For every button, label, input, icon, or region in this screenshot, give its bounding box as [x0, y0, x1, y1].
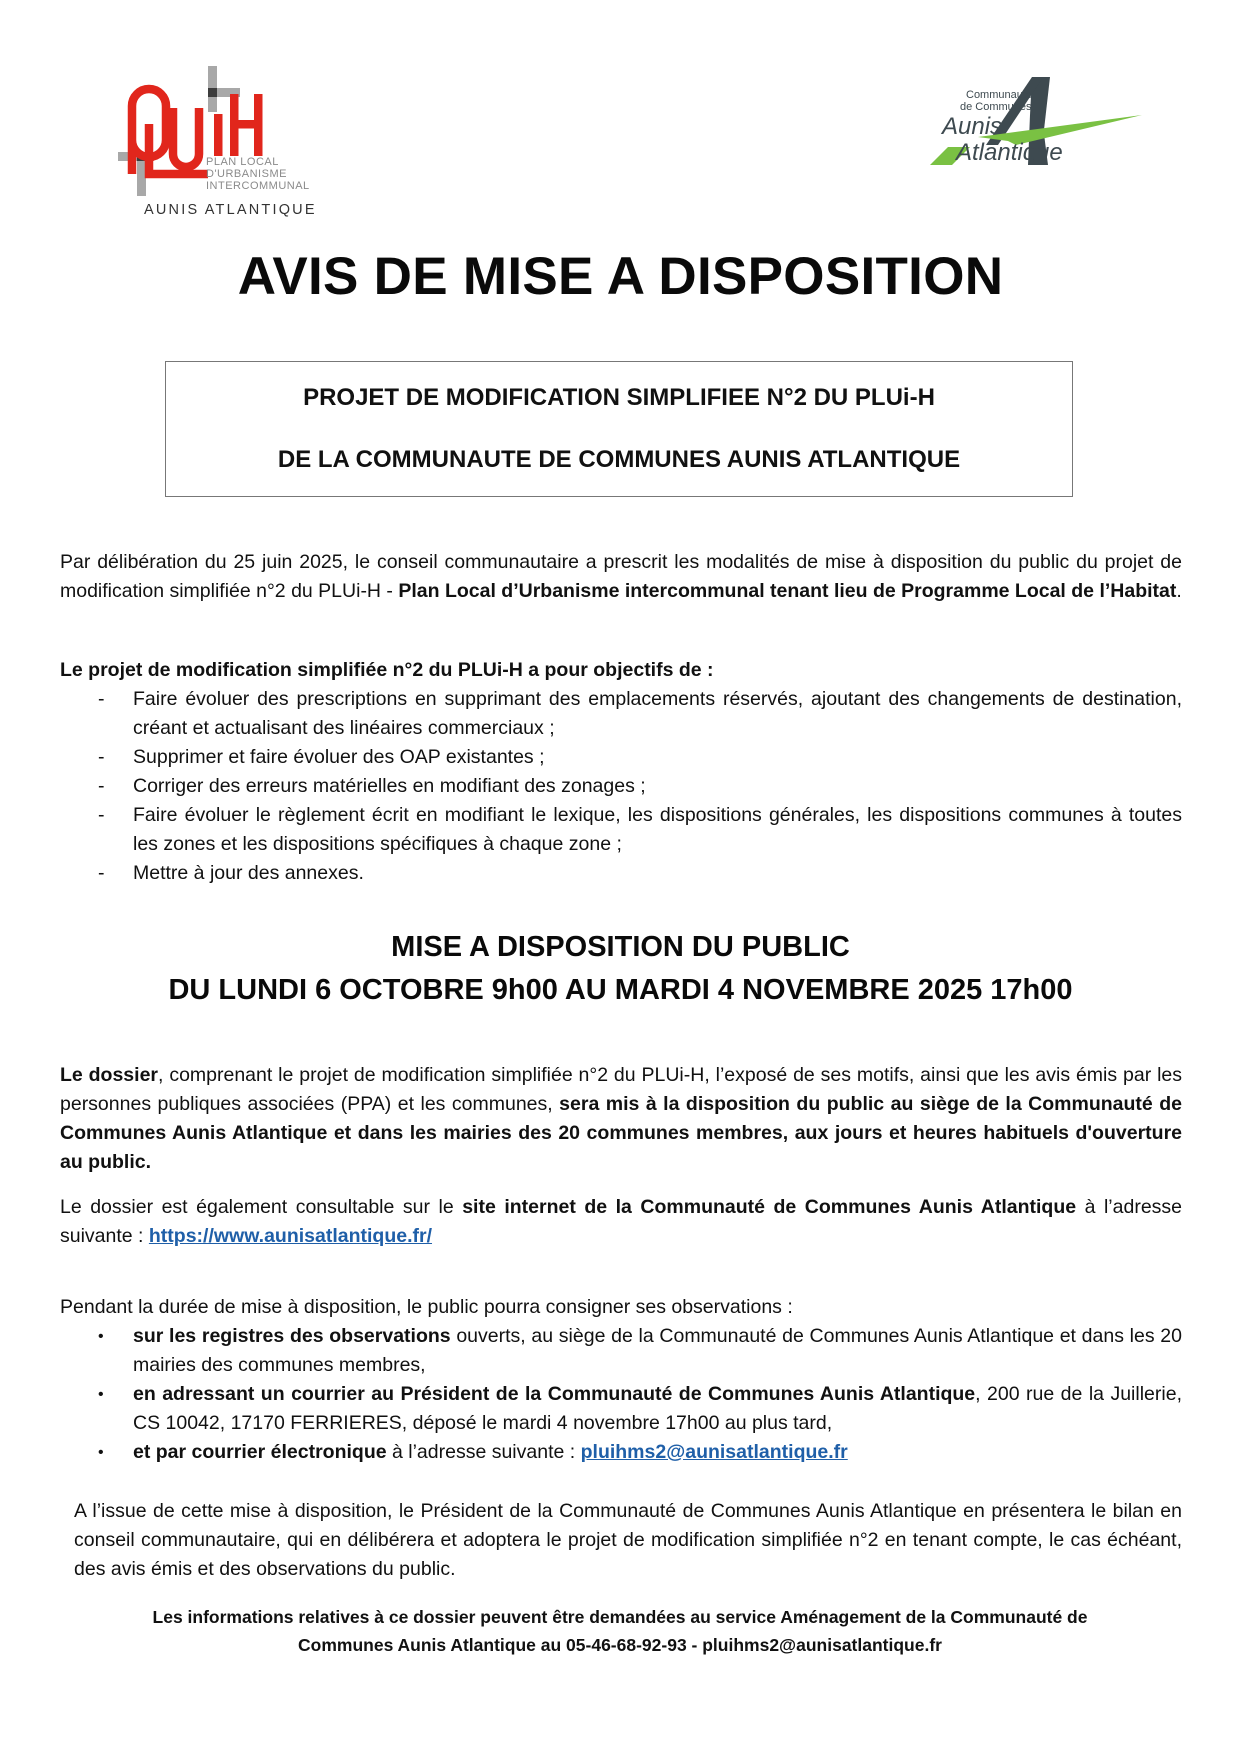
footer-line2: Communes Aunis Atlantique au 05-46-68-92-93 - pluihms2@aunisatlantique.fr [298, 1635, 942, 1655]
period-heading [0, 926, 1241, 1012]
list-item [60, 801, 1182, 859]
dash-marker-icon: - [98, 775, 105, 797]
objective-text: Supprimer et faire évoluer des OAP existantes ; [133, 746, 545, 768]
cdc-aunis-atlantique-logo [920, 75, 1150, 187]
cdc-logo-line4: Atlantique [956, 139, 1063, 166]
list-item [60, 685, 1182, 743]
list-item [60, 1322, 1182, 1380]
conclusion-paragraph: A l’issue de cette mise à disposition, le Président de la Communauté de Communes Aunis Atlantique en présentera le bilan en conseil communautaire, qui en délibérera et adoptera le projet de modification simplifiée n°2 en tenant compte, le cas échéant, des avis émis et des observations du public. [74, 1500, 1182, 1580]
list-item [60, 859, 1182, 888]
cdc-logo-line1: Communauté [966, 89, 1033, 101]
dossier-paragraph [60, 1061, 1182, 1177]
bullet-icon: • [98, 1328, 104, 1345]
cdc-logo-line2: de Communes [960, 101, 1032, 113]
observations-section [60, 1293, 1182, 1467]
footer-line1: Les informations relatives à ce dossier peuvent être demandées au service Aménagement de la Communauté de [152, 1607, 1088, 1627]
intro-bold: Plan Local d’Urbanisme intercommunal tenant lieu de Programme Local de l’Habitat [398, 580, 1177, 602]
list-item [60, 743, 1182, 772]
period-heading-line1: MISE A DISPOSITION DU PUBLIC [391, 931, 850, 963]
dash-marker-icon: - [98, 688, 105, 710]
dossier-text: , comprenant le projet de modification simplifiée n°2 du PLUi-H, l’exposé de ses motifs, ainsi que les avis émis par les personnes publiques associées (PPA) et les communes, [60, 1064, 1183, 1115]
email-link[interactable]: pluihms2@aunisatlantique.fr [580, 1441, 848, 1463]
dossier-bold-availability: sera mis à la disposition du public au siège de la Communauté de Communes Aunis Atlantique et dans les mairies des 20 communes membres, aux jours et heures habituels d'ouverture au public. [60, 1093, 1183, 1173]
observation-text: ouverts, au siège de la Communauté de Communes Aunis Atlantique et dans les 20 mairies des communes membres, [133, 1325, 1182, 1376]
objective-text: Mettre à jour des annexes. [133, 862, 364, 884]
contact-footer [80, 1603, 1160, 1659]
observation-bold: sur les registres des observations [133, 1325, 451, 1347]
list-item [60, 772, 1182, 801]
dash-marker-icon: - [98, 862, 105, 884]
project-title-box [165, 361, 1073, 497]
website-text: Le dossier est également consultable sur le [60, 1196, 463, 1218]
cdc-logo-line3: Aunis [942, 113, 1003, 140]
pluih-subtitle-line: PLAN LOCAL [206, 156, 279, 168]
pluih-subtitle-line: INTERCOMMUNAL [206, 180, 310, 192]
intro-end: . [1176, 580, 1182, 602]
observations-list [60, 1322, 1182, 1467]
project-title-line2: DE LA COMMUNAUTE DE COMMUNES AUNIS ATLANTIQUE [277, 446, 961, 473]
bullet-icon: • [98, 1444, 104, 1461]
website-bold: site internet de la Communauté de Communes Aunis Atlantique [462, 1196, 1077, 1218]
list-item [60, 1380, 1182, 1438]
website-link[interactable]: https://www.aunisatlantique.fr/ [148, 1225, 433, 1247]
observation-text: , 200 rue de la Juillerie, CS 10042, 17170 FERRIERES, déposé le mardi 4 novembre 17h00 au plus tard, [133, 1383, 1182, 1434]
observations-intro: Pendant la durée de mise à disposition, le public pourra consigner ses observations : [60, 1296, 793, 1318]
intro-paragraph [60, 548, 1182, 606]
pluih-subtitle-line: D'URBANISME [206, 168, 287, 180]
objectives-heading: Le projet de modification simplifiée n°2 du PLUi-H a pour objectifs de : [60, 659, 714, 681]
website-paragraph [60, 1193, 1182, 1251]
project-title-line1: PROJET DE MODIFICATION SIMPLIFIEE N°2 DU PLUi-H [303, 384, 935, 411]
objective-text: Faire évoluer le règlement écrit en modifiant le lexique, les dispositions générales, les dispositions communes à toutes les zones et les dispositions spécifiques à chaque zone ; [133, 804, 1182, 855]
pluih-territory: AUNIS ATLANTIQUE [144, 202, 317, 218]
objective-text: Faire évoluer des prescriptions en supprimant des emplacements réservés, ajoutant des changements de destination, créant et actualisant des linéaires commerciaux ; [133, 688, 1182, 739]
intro-text: Par délibération du 25 juin 2025, le conseil communautaire a prescrit les modalités de mise à disposition du public du projet de modification simplifiée n°2 du PLUi-H - [60, 551, 1182, 602]
period-heading-line2: DU LUNDI 6 OCTOBRE 9h00 AU MARDI 4 NOVEMBRE 2025 17h00 [168, 974, 1073, 1006]
dossier-bold-lead: Le dossier [60, 1064, 159, 1086]
website-text2: à l’adresse suivante : [60, 1196, 1183, 1247]
pluih-logo [118, 66, 328, 226]
bullet-icon: • [98, 1386, 104, 1403]
objectives-list [60, 685, 1182, 888]
observation-text: à l’adresse suivante : [386, 1441, 581, 1463]
pluih-subtitle [206, 156, 336, 192]
list-item [60, 1438, 1182, 1467]
page-title: AVIS DE MISE A DISPOSITION [237, 247, 1004, 306]
observation-bold: et par courrier électronique [133, 1441, 387, 1463]
objective-text: Corriger des erreurs matérielles en modifiant des zonages ; [133, 775, 646, 797]
objectives-section [60, 656, 1182, 888]
observation-bold: en adressant un courrier au Président de la Communauté de Communes Aunis Atlantique [133, 1383, 976, 1405]
dash-marker-icon: - [98, 804, 105, 826]
dash-marker-icon: - [98, 746, 105, 768]
